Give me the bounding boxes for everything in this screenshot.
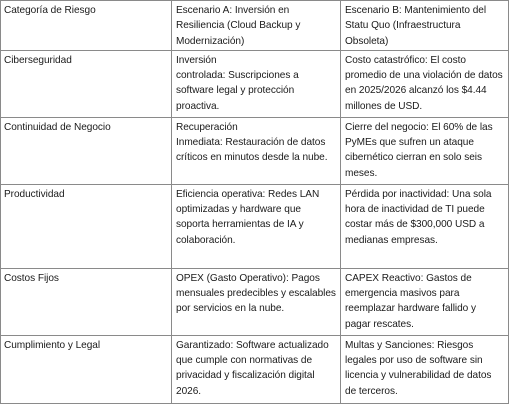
row-category: Cumplimiento y Legal [1, 335, 172, 403]
row-scenario-a-line: Inversión [176, 54, 217, 66]
header-risk-category: Categoría de Riesgo [1, 1, 172, 51]
row-scenario-b: Multas y Sanciones: Riesgos legales por uso de software sin licencia y vulnerabilidad de datos de terceros. [341, 335, 509, 403]
row-scenario-a [172, 268, 341, 335]
table-row [1, 117, 509, 184]
header-scenario-a: Escenario A: Inversión en Resiliencia (Cloud Backup y Modernización) [172, 1, 341, 51]
table-row [1, 50, 509, 117]
row-scenario-b: Pérdida por inactividad: Una sola hora de inactividad de TI puede costar más de $300,000 USD a medianas empresas. [341, 184, 509, 268]
row-scenario-a-line: Garantizado: Software actualizado que cumple con normativas de privacidad y fiscalización digital 2026. [176, 339, 329, 397]
row-scenario-a-line: Recuperación [176, 121, 238, 133]
row-category: Costos Fijos [1, 268, 172, 335]
row-scenario-a-line: OPEX (Gasto Operativo): Pagos mensuales predecibles y escalables por servicios en la nube. [176, 272, 336, 315]
table-row [1, 268, 509, 335]
row-scenario-b: CAPEX Reactivo: Gastos de emergencia masivos para reemplazar hardware fallido y pagar rescates. [341, 268, 509, 335]
row-scenario-a [172, 50, 341, 117]
row-category: Productividad [1, 184, 172, 268]
header-scenario-b: Escenario B: Mantenimiento del Statu Quo (Infraestructura Obsoleta) [341, 1, 509, 51]
row-scenario-a-line: controlada: Suscripciones a software legal y protección proactiva. [176, 70, 299, 112]
row-scenario-a-line: Inmediata: Restauración de datos críticos en minutos desde la nube. [176, 137, 328, 164]
row-scenario-a [172, 184, 341, 268]
table-row [1, 335, 509, 403]
table-header-row [1, 1, 509, 51]
row-scenario-b: Costo catastrófico: El costo promedio de una violación de datos en 2025/2026 alcanzó los $4.44 millones de USD. [341, 50, 509, 117]
row-category: Ciberseguridad [1, 50, 172, 117]
table-row [1, 184, 509, 268]
row-scenario-a [172, 117, 341, 184]
row-scenario-b: Cierre del negocio: El 60% de las PyMEs que sufren un ataque cibernético cierran en solo seis meses. [341, 117, 509, 184]
row-category: Continuidad de Negocio [1, 117, 172, 184]
row-scenario-a-line: Eficiencia operativa: Redes LAN optimizadas y hardware que soporta herramientas de IA y colaboración. [176, 188, 320, 246]
row-scenario-a [172, 335, 341, 403]
